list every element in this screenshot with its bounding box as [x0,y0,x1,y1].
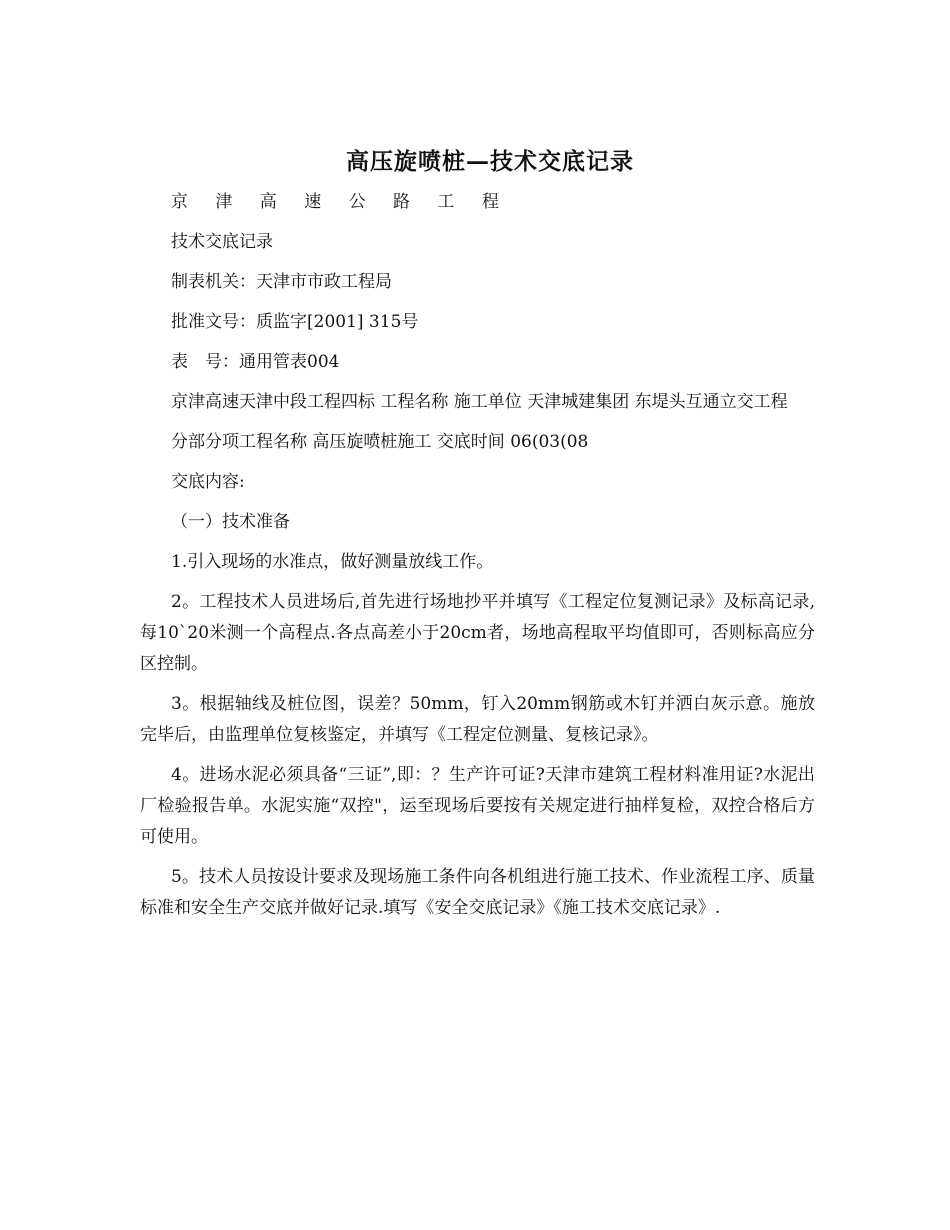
record-type-line: 技术交底记录 [171,232,273,252]
issuing-authority-line: 制表机关：天津市市政工程局 [171,272,392,292]
form-number-line: 表 号：通用管表004 [171,352,340,372]
item-5-paragraph: 5。技术人员按设计要求及现场施工条件向各机组进行施工技术、作业流程工序、质量标准和安全生产交底并做好记录.填写《安全交底记录》《施工技术交底记录》. [140,867,815,918]
item-2-paragraph: 2。工程技术人员进场后,首先进行场地抄平并填写《工程定位复测记录》及标高记录,每10`20米测一个高程点.各点高差小于20cm者，场地高程取平均值即可，否则标高应分区控制。 [140,592,815,674]
project-info-line: 京津高速天津中段工程四标 工程名称 施工单位 天津城建集团 东堤头互通立交工程 [171,392,788,412]
section-heading-technical-preparation: （一）技术准备 [171,512,290,532]
document-body [140,187,815,933]
document-title: 高压旋喷桩—技术交底记录 [346,148,634,175]
approval-number-line: 批准文号：质监字[2001] 315号 [171,312,419,332]
project-name-line: 京 津 高 速 公 路 工 程 [171,192,510,212]
item-4-paragraph: 4。进场水泥必须具备“三证”,即：？生产许可证?天津市建筑工程材料准用证?水泥出厂检验报告单。水泥实施“双控"，运至现场后要按有关规定进行抽样复检，双控合格后方可使用。 [140,765,815,847]
item-1-paragraph: 1.引入现场的水准点，做好测量放线工作。 [171,552,494,572]
item-3-paragraph: 3。根据轴线及桩位图，误差？50mm，钉入20mm钢筋或木钉并洒白灰示意。施放完毕后，由监理单位复核鉴定，并填写《工程定位测量、复核记录》。 [140,694,815,745]
subproject-info-line: 分部分项工程名称 高压旋喷桩施工 交底时间 06(03(08 [171,432,589,452]
content-heading: 交底内容: [171,472,245,492]
